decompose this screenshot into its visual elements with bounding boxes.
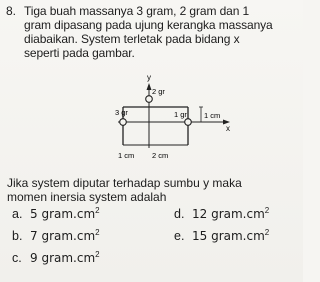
diagram-svg [104, 72, 232, 170]
mass-2gr-icon [146, 96, 153, 103]
option-exponent: 2 [95, 249, 100, 259]
option-value: 7 gram.cm [30, 229, 96, 243]
option-value: 9 gram.cm [30, 251, 96, 265]
option-exponent: 2 [95, 227, 100, 237]
option-c[interactable] [12, 251, 100, 266]
mass-3gr-icon [120, 119, 127, 126]
option-a[interactable] [12, 207, 100, 222]
mass-top-label: 2 gr [152, 87, 165, 96]
prompt-line: momen inersia system adalah [7, 190, 167, 204]
option-letter: a. [12, 207, 23, 221]
option-letter: b. [12, 229, 23, 243]
option-value: 12 gram.cm [192, 207, 265, 221]
y-axis-arrowhead [147, 83, 152, 90]
option-d[interactable] [174, 207, 269, 222]
mass-right-label: 1 gr [174, 110, 187, 119]
mass-left-label: 3 gr [115, 108, 128, 117]
stem-line: Tiga buah massanya 3 gram, 2 gram dan 1 [24, 4, 250, 18]
mass-1gr-icon [185, 119, 192, 126]
question-number: 8. [6, 4, 17, 18]
option-letter: c. [12, 251, 22, 265]
stem-line: gram dipasang pada ujung kerangka massanya [24, 18, 273, 32]
option-letter: d. [174, 207, 185, 221]
prompt-line: Jika system diputar terhadap sumbu y maka [7, 176, 242, 190]
question-stem [24, 4, 302, 60]
option-value: 15 gram.cm [192, 229, 265, 243]
option-value: 5 gram.cm [30, 207, 96, 221]
mass-system-diagram [104, 72, 232, 170]
answer-options [12, 207, 302, 279]
dim-right-label: 2 cm [152, 151, 169, 160]
y-axis-label: y [147, 73, 151, 82]
option-b[interactable] [12, 229, 100, 244]
question-prompt [7, 176, 303, 204]
option-exponent: 2 [264, 205, 270, 215]
option-exponent: 2 [95, 205, 100, 215]
dim-left-label: 1 cm [118, 151, 135, 160]
stem-line: diabaikan. System terletak pada bidang x [24, 32, 240, 46]
x-axis-label: x [226, 124, 230, 133]
option-letter: e. [174, 229, 185, 243]
dim-vertical-label: 1 cm [204, 111, 221, 120]
option-e[interactable] [174, 229, 269, 244]
stem-line: seperti pada gambar. [24, 46, 135, 60]
option-exponent: 2 [264, 227, 270, 237]
